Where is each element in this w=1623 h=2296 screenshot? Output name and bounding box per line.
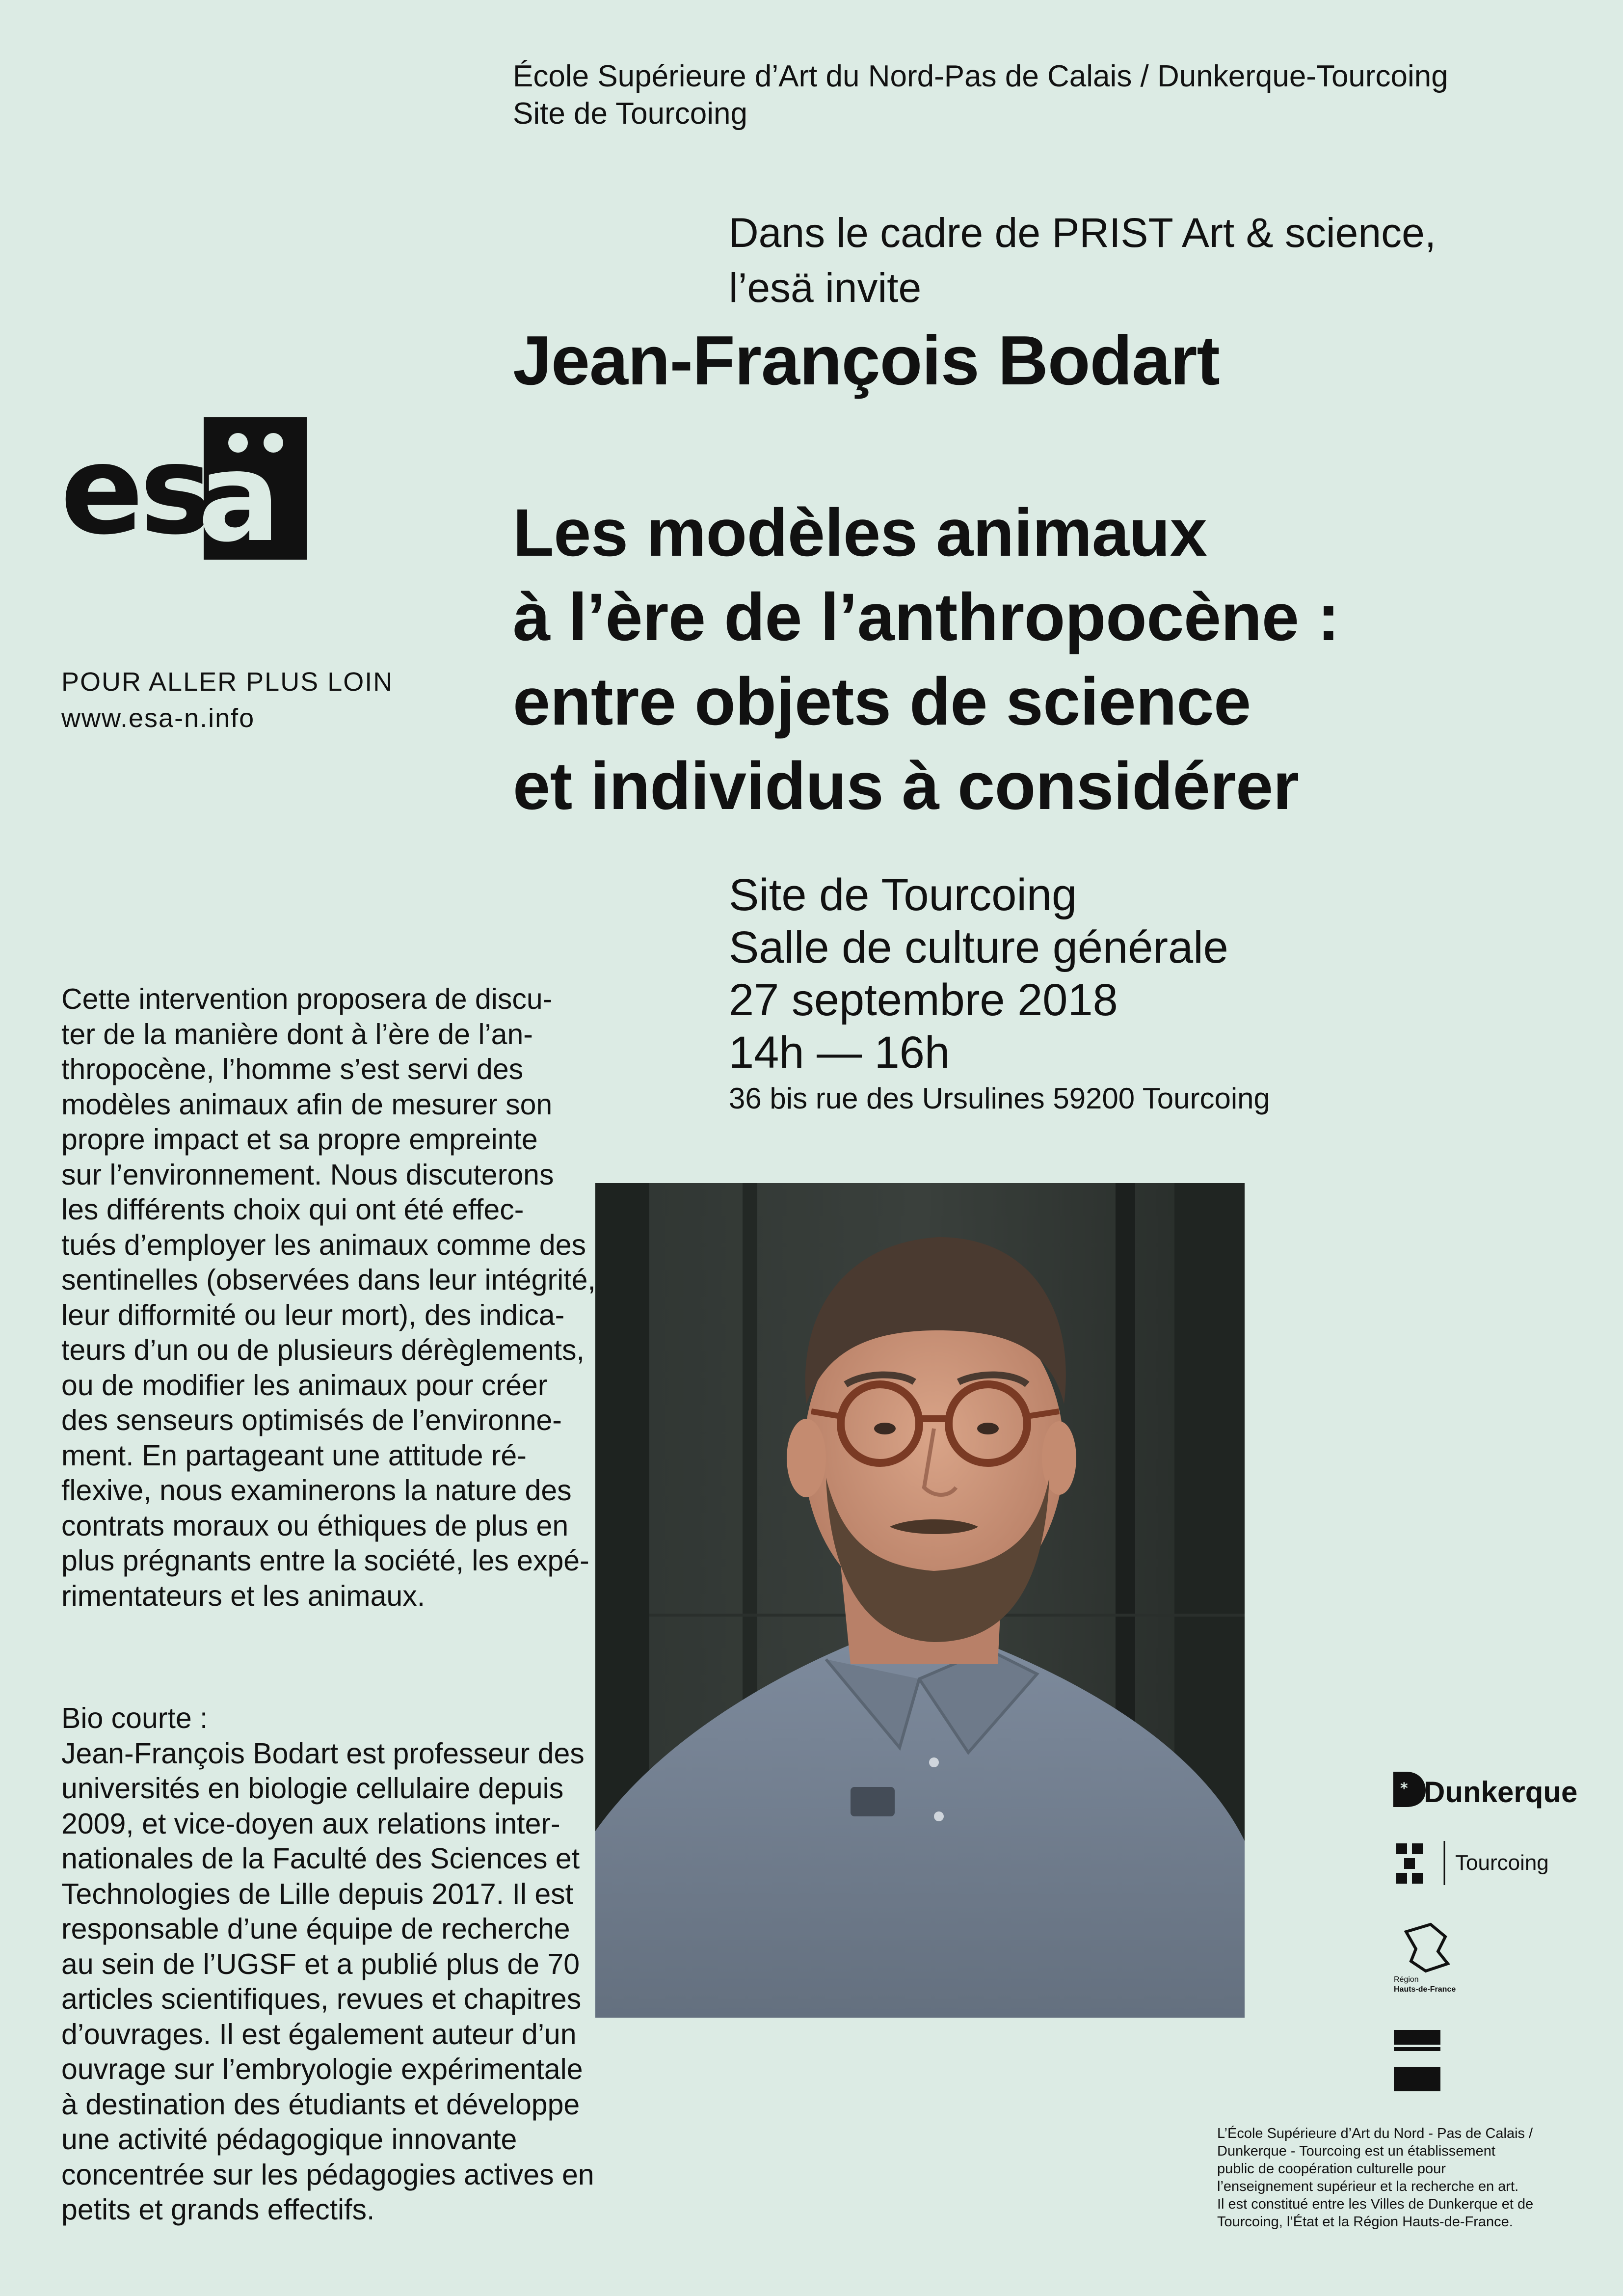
svg-text:Hauts-de-France: Hauts-de-France bbox=[1394, 1985, 1456, 1994]
region-logo bbox=[1391, 1922, 1470, 1996]
venue-address: 36 bis rue des Ursulines 59200 Tourcoing bbox=[729, 1082, 1270, 1115]
institution-name: École Supérieure d’Art du Nord-Pas de Calais / Dunkerque-Tourcoing bbox=[513, 59, 1448, 93]
bio-line: d’ouvrages. Il est également auteur d’un bbox=[61, 2018, 577, 2051]
intro-line-2: l’esä invite bbox=[729, 265, 922, 311]
bio-line: responsable d’une équipe de recherche bbox=[61, 1913, 570, 1945]
footer-line: Tourcoing, l’État et la Région Hauts-de-France. bbox=[1217, 2214, 1513, 2230]
svg-text:Tourcoing: Tourcoing bbox=[1455, 1851, 1549, 1875]
bio-line: Jean-François Bodart est professeur des bbox=[61, 1737, 585, 1770]
bio-line: articles scientifiques, revues et chapitres bbox=[61, 1983, 582, 2015]
talk-title bbox=[513, 491, 1339, 829]
description-line: tués d’employer les animaux comme des bbox=[61, 1228, 586, 1261]
intro-line-1: Dans le cadre de PRIST Art & science, bbox=[729, 210, 1437, 256]
svg-text:Région: Région bbox=[1394, 1975, 1419, 1984]
event-date: 27 septembre 2018 bbox=[729, 975, 1118, 1025]
bio-line: universités en biologie cellulaire depuis bbox=[61, 1772, 564, 1805]
talk-title-line: et individus à considérer bbox=[513, 749, 1299, 824]
institution-site: Site de Tourcoing bbox=[513, 97, 747, 131]
institution-header bbox=[513, 58, 1448, 133]
footer-line: Il est constitué entre les Villes de Dunkerque et de bbox=[1217, 2196, 1534, 2212]
footer-line: public de coopération culturelle pour bbox=[1217, 2161, 1446, 2177]
description-line: thropocène, l’homme s’est servi des bbox=[61, 1053, 524, 1085]
talk-title-line: Les modèles animaux bbox=[513, 495, 1207, 570]
intro bbox=[729, 205, 1436, 315]
description-line: modèles animaux afin de mesurer son bbox=[61, 1088, 553, 1121]
bio-line: 2009, et vice-doyen aux relations inter- bbox=[61, 1807, 560, 1840]
description-line: propre impact et sa propre empreinte bbox=[61, 1123, 538, 1156]
svg-text:*: * bbox=[1400, 1780, 1408, 1797]
speaker-bio bbox=[61, 1701, 594, 2228]
speaker-photo bbox=[595, 1183, 1245, 2018]
talk-title-line: à l’ère de l’anthropocène : bbox=[513, 580, 1340, 655]
tourcoing-logo bbox=[1391, 1838, 1553, 1888]
more-info-label: POUR ALLER PLUS LOIN bbox=[61, 667, 394, 697]
talk-description bbox=[61, 982, 596, 1614]
bio-line: au sein de l’UGSF et a publié plus de 70 bbox=[61, 1947, 580, 1980]
speaker-name: Jean-François Bodart bbox=[513, 322, 1220, 400]
venue-site: Site de Tourcoing bbox=[729, 870, 1077, 920]
bio-heading: Bio courte : bbox=[61, 1702, 208, 1734]
description-line: leur difformité ou leur mort), des indica- bbox=[61, 1298, 565, 1331]
footer-line: L’École Supérieure d’Art du Nord - Pas de Calais / bbox=[1217, 2126, 1533, 2141]
description-line: ment. En partageant une attitude ré- bbox=[61, 1439, 527, 1472]
website-link[interactable]: www.esa-n.info bbox=[61, 703, 255, 733]
description-line: les différents choix qui ont été effec- bbox=[61, 1193, 524, 1226]
footer-legal bbox=[1217, 2125, 1533, 2231]
bio-line: petits et grands effectifs. bbox=[61, 2193, 375, 2226]
description-line: des senseurs optimisés de l’environne- bbox=[61, 1404, 562, 1436]
footer-line: l’enseignement supérieur et la recherche en art. bbox=[1217, 2179, 1519, 2194]
description-line: teurs d’un ou de plusieurs dérèglements, bbox=[61, 1334, 585, 1366]
more-info bbox=[61, 664, 393, 736]
svg-text:es: es bbox=[60, 419, 209, 562]
dunkerque-logo bbox=[1391, 1765, 1578, 1809]
bio-line: Technologies de Lille depuis 2017. Il est bbox=[61, 1877, 574, 1910]
bio-line: une activité pédagogique innovante bbox=[61, 2123, 517, 2156]
description-line: sur l’environnement. Nous discuterons bbox=[61, 1158, 554, 1191]
description-line: flexive, nous examinerons la nature des bbox=[61, 1474, 572, 1507]
bio-line: concentrée sur les pédagogies actives en bbox=[61, 2158, 594, 2191]
event-time: 14h — 16h bbox=[729, 1027, 950, 1078]
svg-text:Dunkerque: Dunkerque bbox=[1424, 1776, 1578, 1809]
description-line: ou de modifier les animaux pour créer bbox=[61, 1369, 548, 1402]
state-logo bbox=[1391, 2027, 1445, 2096]
bio-line: nationales de la Faculté des Sciences et bbox=[61, 1842, 580, 1875]
venue-room: Salle de culture générale bbox=[729, 922, 1228, 972]
description-line: contrats moraux ou éthiques de plus en bbox=[61, 1509, 569, 1542]
bio-line: à destination des étudiants et développe bbox=[61, 2088, 580, 2121]
footer-line: Dunkerque - Tourcoing est un établissement bbox=[1217, 2143, 1495, 2159]
description-line: sentinelles (observées dans leur intégrité, bbox=[61, 1264, 596, 1296]
svg-text:a: a bbox=[198, 426, 277, 569]
esa-logo bbox=[60, 417, 307, 569]
talk-title-line: entre objets de science bbox=[513, 664, 1251, 739]
bio-line: ouvrage sur l’embryologie expérimentale bbox=[61, 2053, 583, 2085]
description-line: ter de la manière dont à l’ère de l’an- bbox=[61, 1018, 533, 1051]
description-line: plus prégnants entre la société, les expé- bbox=[61, 1544, 589, 1577]
description-line: rimentateurs et les animaux. bbox=[61, 1579, 426, 1612]
description-line: Cette intervention proposera de discu- bbox=[61, 983, 553, 1015]
venue-info bbox=[729, 869, 1270, 1118]
